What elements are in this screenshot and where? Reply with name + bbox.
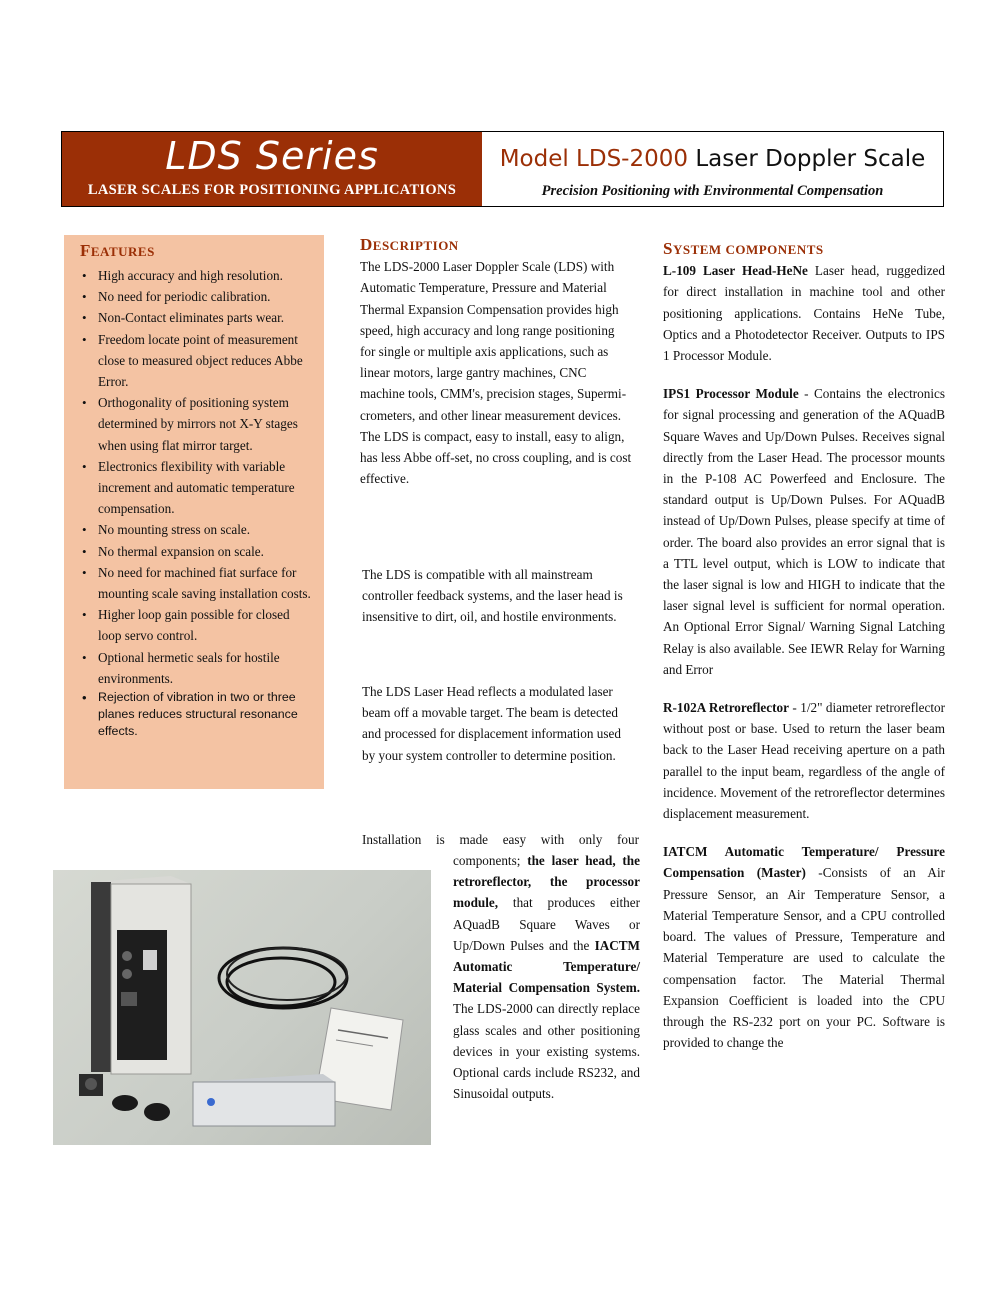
target-icon — [144, 1103, 170, 1121]
list-item: • Rejection of vibration in two or three planes reduces structural resonance effects. — [80, 689, 316, 740]
features-panel — [64, 235, 324, 789]
list-item: • No mounting stress on scale. — [80, 519, 316, 540]
component-iatcm: IATCM Automatic Temperature/ Pressure Compensation (Master) -Consists of an Air Pressure Sensor, an Air Temperature Sensor, a Material Temperature Sensor, and a CPU controlled board. The values of Pressure, Temperature and Material Temperature are used to calculate the compensation factor. The Material Thermal Expansion Coefficient is loaded into the CPU through the RS-232 port on your PC. Software is provided to change the — [663, 844, 946, 1051]
system-heading: SYSTEM COMPONENTS — [663, 239, 824, 258]
model-prefix: Model LDS-2000 — [499, 146, 689, 172]
list-item: • Higher loop gain possible for closed loop servo control. — [80, 604, 316, 646]
enclosure-side — [91, 882, 111, 1072]
list-item: • Orthogonality of positioning system determined by mirrors not X-Y stages when using flat mirror target. — [80, 392, 316, 456]
installation-line: Installation is made easy with only four — [362, 832, 639, 847]
list-item: • High accuracy and high resolution. — [80, 265, 316, 286]
component-r102a: R-102A Retroreflector - 1/2" diameter retroreflector without post or base. Used to return the laser beam back to the Laser Head receiving aperture on a path parallel to the input beam, regardless of the angle of incidence. Movement of the retroreflector determines displacement measurement. — [663, 700, 945, 822]
list-item: • Electronics flexibility with variable increment and automatic temperature compensation. — [80, 456, 316, 520]
aperture-icon — [207, 1098, 215, 1106]
description-section — [360, 234, 632, 489]
installation-paragraph: components; the laser head, the retroreflector, the processor module, that produces either AQuadB Square Waves or Up/Down Pulses and the IACTM Automatic Temperature/ Material Compensation System. The LDS-2000 can directly replace glass scales and other positioning devices in your existing systems. Optional cards include RS232, and Sinusoidal outputs. — [453, 853, 640, 1102]
component-l109: L-109 Laser Head-HeNe Laser head, ruggedized for direct installation in machine tool and other positioning applications. Contains HeNe Tube, Optics and a Photodetector Receiver. Outputs to IPS 1 Processor Module. — [663, 263, 946, 364]
list-item: • No need for periodic calibration. — [80, 286, 316, 307]
model-tagline: Precision Positioning with Environmental Compensation — [541, 183, 884, 199]
product-photo — [53, 870, 431, 1145]
features-heading: FEATURES — [80, 241, 155, 260]
label-plate — [143, 950, 157, 970]
list-item: • Freedom locate point of measurement close to measured object reduces Abbe Error. — [80, 329, 316, 393]
series-block — [62, 132, 482, 206]
power-socket-icon — [121, 992, 137, 1006]
connector-icon — [122, 969, 132, 979]
model-block — [482, 132, 943, 206]
description-paragraph: The LDS-2000 Laser Doppler Scale (LDS) with Automatic Temperature, Pressure and Material Thermal Expansion Compensation provides high speed, high accuracy and long range positioning for single or multiple axis applications, such as linear motors, large gantry machines, CNC machine tools, CMM's, precision stages, Supermi-crometers, and other linear measurement devices. The LDS is compact, easy to install, easy to align, has less Abbe off-set, no cross coupling, and is cost effective. — [360, 259, 632, 487]
component-ips1: IPS1 Processor Module - Contains the electronics for signal processing and generation of the AQuadB Square Waves and Up/Down Pulses. Receives signal directly from the Laser Head. The processor mounts in the P-108 AC Powerfeed and Enclosure. The standard output is Up/Down Pulses. For AQuadB instead of Up/Down Pulses, please specify at time of order. The board also provides an error signal that is a TTL level output, which is LOW to indicate that the laser signal is low and HIGH to indicate that the laser signal level is sufficient for normal operation. An Optional Error Signal/ Warning Signal Latching Relay is also available. See IEWR Relay for Warning and Error — [663, 386, 945, 677]
series-title: LDS Series — [165, 134, 379, 178]
features-list — [80, 265, 316, 740]
list-item: • Optional hermetic seals for hostile environments. — [80, 647, 316, 689]
list-item: • Non-Contact eliminates parts wear. — [80, 307, 316, 328]
connector-icon — [122, 951, 132, 961]
description-heading: DESCRIPTION — [360, 235, 459, 254]
description-paragraph: The LDS is compatible with all mainstream controller feedback systems, and the laser head is insensitive to dirt, oil, and hostile environments. — [362, 567, 623, 625]
list-item: • No need for machined fiat surface for mounting scale saving installation costs. — [80, 562, 316, 604]
product-illustration — [53, 870, 431, 1145]
model-title — [482, 146, 943, 172]
description-paragraph: The LDS Laser Head reflects a modulated laser beam off a movable target. The beam is detected and processed for displacement information used by your system controller to determine position. — [362, 684, 621, 763]
model-name: Laser Doppler Scale — [695, 146, 926, 172]
system-components-section — [663, 238, 945, 1053]
series-subtitle: LASER SCALES FOR POSITIONING APPLICATIONS — [87, 182, 457, 198]
header-banner — [61, 131, 944, 207]
list-item: • No thermal expansion on scale. — [80, 541, 316, 562]
target-icon — [112, 1095, 138, 1111]
